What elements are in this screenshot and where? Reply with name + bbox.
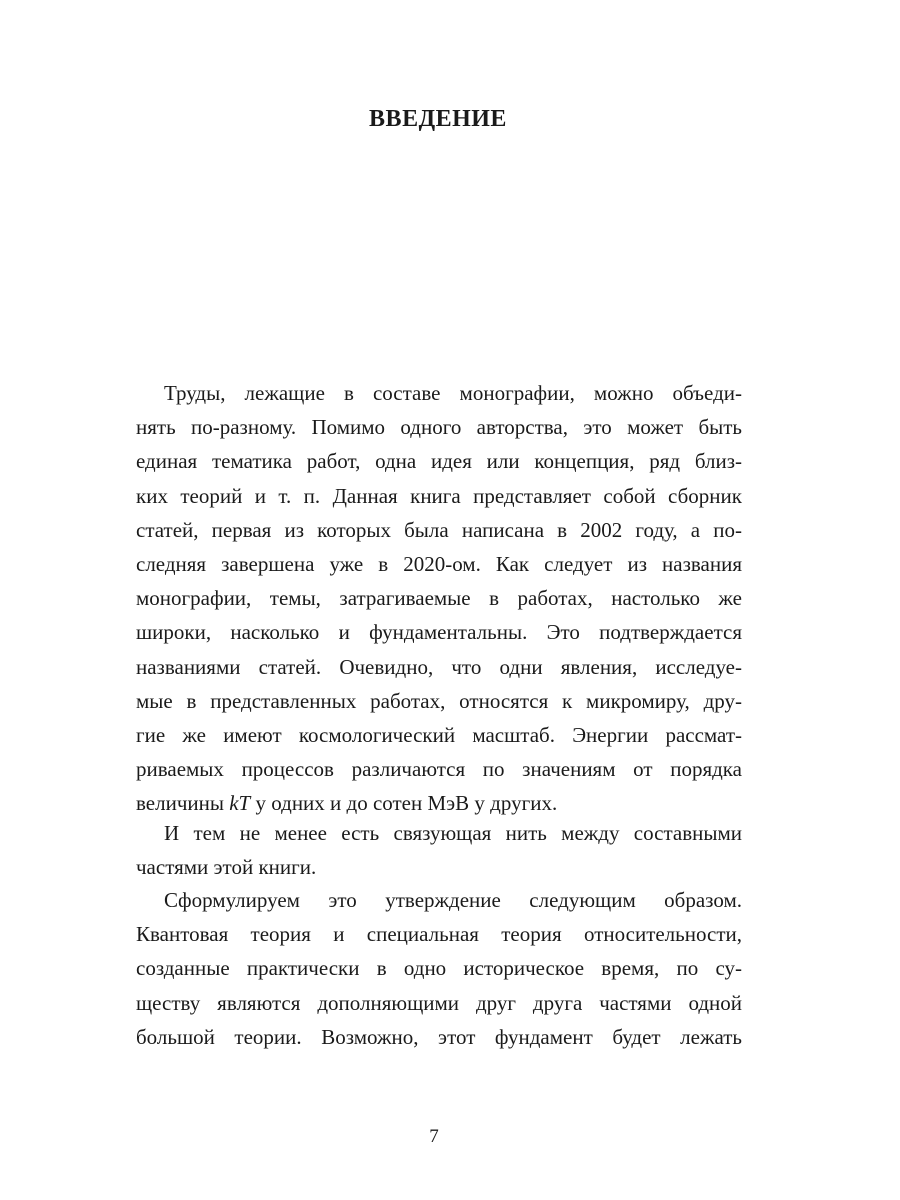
paragraph-2 xyxy=(136,816,742,884)
page-number: 7 xyxy=(429,1126,439,1147)
paragraph-3 xyxy=(136,883,742,1054)
text-line: большой теории. Возможно, этот фундамент будет лежать xyxy=(136,1024,742,1049)
text-line: ких теорий и т. п. Данная книга представляет собой сборник xyxy=(136,483,742,508)
text-line: названиями статей. Очевидно, что одни явления, исследуе- xyxy=(136,654,742,679)
text-line: частями этой книги. xyxy=(136,855,317,880)
text-line: Квантовая теория и специальная теория относительности, xyxy=(136,922,742,947)
text-line: Сформулируем это утверждение следующим образом. xyxy=(164,888,742,912)
math-symbol: kT xyxy=(229,791,251,816)
text-line: гие же имеют космологический масштаб. Энергии рассмат- xyxy=(136,722,742,747)
text-line: Труды, лежащие в составе монографии, можно объеди- xyxy=(164,381,742,405)
text-line: мые в представленных работах, относятся к микромиру, дру- xyxy=(136,688,742,713)
text-line: ществу являются дополняющими друг друга частями одной xyxy=(136,990,742,1015)
text-fragment: величины xyxy=(136,791,230,816)
text-line: статей, первая из которых была написана в 2002 году, а по- xyxy=(136,517,742,542)
text-line: широки, насколько и фундаментальны. Это подтверждается xyxy=(136,620,742,645)
text-line: И тем не менее есть связующая нить между составными xyxy=(164,821,742,845)
paragraph-1 xyxy=(136,376,742,820)
text-line: единая тематика работ, одна идея или концепция, ряд близ- xyxy=(136,449,742,474)
text-line: монографии, темы, затрагиваемые в работах, настолько же xyxy=(136,586,742,611)
text-line: созданные практически в одно историческое время, по су- xyxy=(136,956,742,981)
text-fragment: у одних и до сотен МэВ у других. xyxy=(250,791,558,816)
text-line: риваемых процессов различаются по значениям от порядка xyxy=(136,757,742,782)
chapter-heading: ВВЕДЕНИЕ xyxy=(369,106,507,132)
text-line: следняя завершена уже в 2020-ом. Как следует из названия xyxy=(136,551,742,576)
text-line: нять по-разному. Помимо одного авторства, это может быть xyxy=(136,415,742,440)
